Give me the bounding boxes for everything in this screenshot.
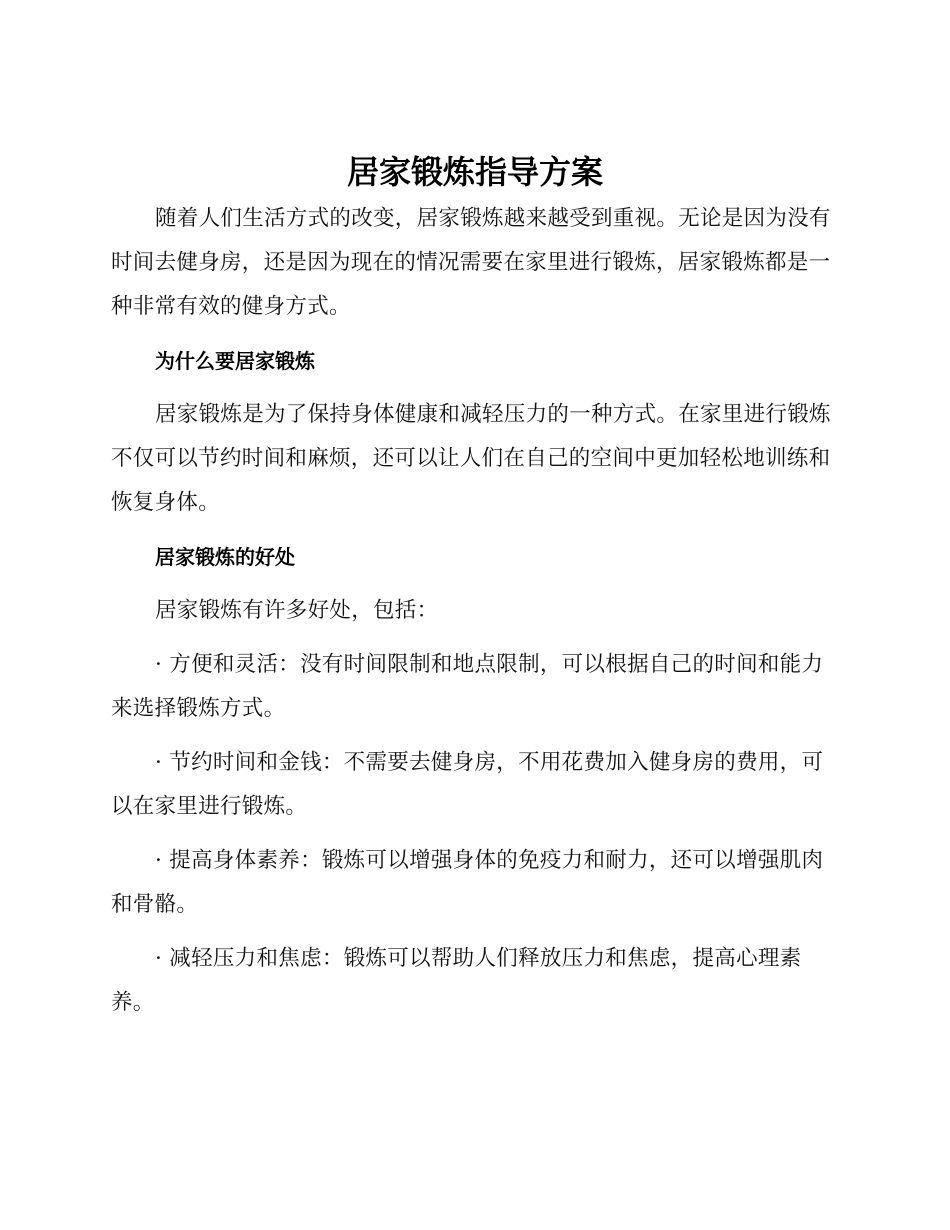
section-heading-benefits: 居家锻炼的好处 — [155, 545, 295, 569]
section-body-why: 居家锻炼是为了保持身体健康和减轻压力的一种方式。在家里进行锻炼不仅可以节约时间和麻烦，还可以让人们在自己的空间中更加轻松地训练和恢复身体。 — [111, 402, 831, 515]
bullet-item-fitness: · 提高身体素养：锻炼可以增强身体的免疫力和耐力，还可以增强肌肉和骨骼。 — [111, 848, 824, 917]
document-title: 居家锻炼指导方案 — [346, 153, 603, 191]
section-body-benefits: 居家锻炼有许多好处，包括： — [155, 598, 439, 623]
section-heading-why: 为什么要居家锻炼 — [155, 349, 315, 373]
bullet-item-save-time: · 节约时间和金钱：不需要去健身房，不用花费加入健身房的费用，可以在家里进行锻炼。 — [111, 750, 824, 819]
document-body — [111, 197, 833, 1025]
bullet-item-convenience: · 方便和灵活：没有时间限制和地点限制，可以根据自己的时间和能力来选择锻炼方式。 — [111, 652, 824, 721]
bullet-item-stress: · 减轻压力和焦虑：锻炼可以帮助人们释放压力和焦虑，提高心理素养。 — [111, 946, 802, 1015]
intro-paragraph: 随着人们生活方式的改变，居家锻炼越来越受到重视。无论是因为没有时间去健身房，还是因为现在的情况需要在家里进行锻炼，居家锻炼都是一种非常有效的健身方式。 — [111, 206, 831, 319]
